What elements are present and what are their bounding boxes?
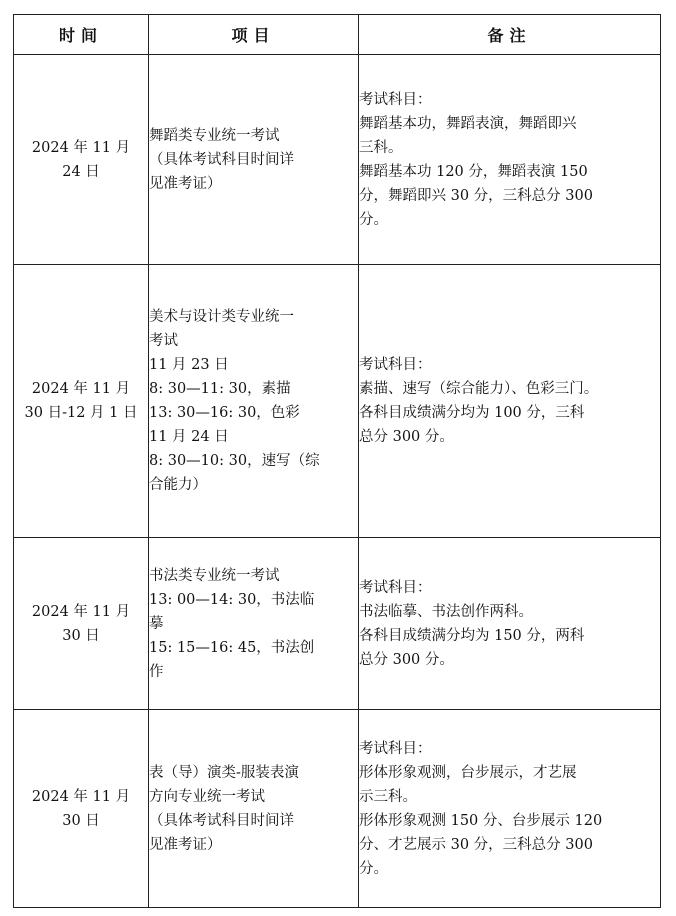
note-line: 素描、速写（综合能力）、色彩三门。	[359, 381, 599, 397]
time-line: 30 日-12 月 1 日	[24, 405, 138, 421]
time-cell	[14, 538, 149, 710]
note-line: 考试科目：	[359, 579, 432, 596]
item-line: 8: 30—10: 30，速写（综	[149, 453, 320, 469]
item-line: 作	[149, 663, 164, 680]
note-line: 分，舞蹈即兴 30 分，三科总分 300	[359, 187, 593, 204]
time-cell	[14, 265, 149, 538]
header-time: 时间	[14, 15, 149, 55]
item-line: 见准考证）	[149, 836, 222, 853]
item-line: 合能力）	[149, 477, 207, 493]
note-cell	[359, 538, 661, 710]
note-line: 考试科目：	[359, 357, 432, 373]
note-cell	[359, 55, 661, 265]
time-line: 2024 年 11 月	[31, 603, 131, 620]
item-line: 13: 00—14: 30，书法临	[149, 591, 315, 608]
time-cell	[14, 55, 149, 265]
table-row	[14, 710, 661, 908]
time-line: 2024 年 11 月	[31, 139, 131, 156]
note-line: 三科。	[359, 139, 403, 156]
item-line: 考试	[149, 333, 178, 349]
item-cell	[149, 55, 359, 265]
note-line: 书法临摹、书法创作两科。	[359, 603, 533, 620]
note-line: 分。	[359, 860, 388, 877]
note-line: 分、才艺展示 30 分，三科总分 300	[359, 836, 593, 853]
time-line: 2024 年 11 月	[31, 788, 131, 805]
note-line: 总分 300 分。	[359, 651, 454, 668]
item-line: 15: 15—16: 45，书法创	[149, 639, 315, 656]
item-line: 11 月 23 日	[149, 357, 229, 373]
exam-schedule-table	[13, 14, 661, 908]
table-row	[14, 55, 661, 265]
header-note: 备注	[359, 15, 661, 55]
item-line: 美术与设计类专业统一	[149, 309, 294, 325]
note-line: 考试科目：	[359, 91, 432, 108]
item-line: 8: 30—11: 30，素描	[149, 381, 291, 397]
note-line: 示三科。	[359, 788, 417, 805]
item-line: 13: 30—16: 30，色彩	[149, 405, 300, 421]
time-cell	[14, 710, 149, 908]
item-line: 摹	[149, 615, 164, 632]
table-header-row	[14, 15, 661, 55]
note-line: 舞蹈基本功 120 分，舞蹈表演 150	[359, 163, 588, 180]
item-line: （具体考试科目时间详	[149, 151, 294, 168]
note-line: 总分 300 分。	[359, 429, 454, 445]
item-line: 11 月 24 日	[149, 429, 229, 445]
item-cell	[149, 538, 359, 710]
item-line: 表（导）演类-服装表演	[149, 764, 299, 781]
item-line: 书法类专业统一考试	[149, 567, 280, 584]
time-line: 30 日	[62, 627, 100, 644]
note-line: 形体形象观测，台步展示，才艺展	[359, 764, 577, 781]
item-line: 方向专业统一考试	[149, 788, 265, 805]
note-line: 分。	[359, 211, 388, 228]
time-line: 2024 年 11 月	[31, 381, 131, 397]
item-line: 舞蹈类专业统一考试	[149, 127, 280, 144]
note-cell	[359, 265, 661, 538]
table-row	[14, 265, 661, 538]
note-line: 各科目成绩满分均为 150 分，两科	[359, 627, 585, 644]
table-row	[14, 538, 661, 710]
note-line: 形体形象观测 150 分、台步展示 120	[359, 812, 603, 829]
note-line: 舞蹈基本功，舞蹈表演，舞蹈即兴	[359, 115, 577, 132]
item-line: （具体考试科目时间详	[149, 812, 294, 829]
item-cell	[149, 265, 359, 538]
note-cell	[359, 710, 661, 908]
item-cell	[149, 710, 359, 908]
time-line: 30 日	[62, 812, 100, 829]
note-line: 考试科目：	[359, 740, 432, 757]
time-line: 24 日	[62, 163, 100, 180]
note-line: 各科目成绩满分均为 100 分，三科	[359, 405, 585, 421]
header-item: 项目	[149, 15, 359, 55]
item-line: 见准考证）	[149, 175, 222, 192]
